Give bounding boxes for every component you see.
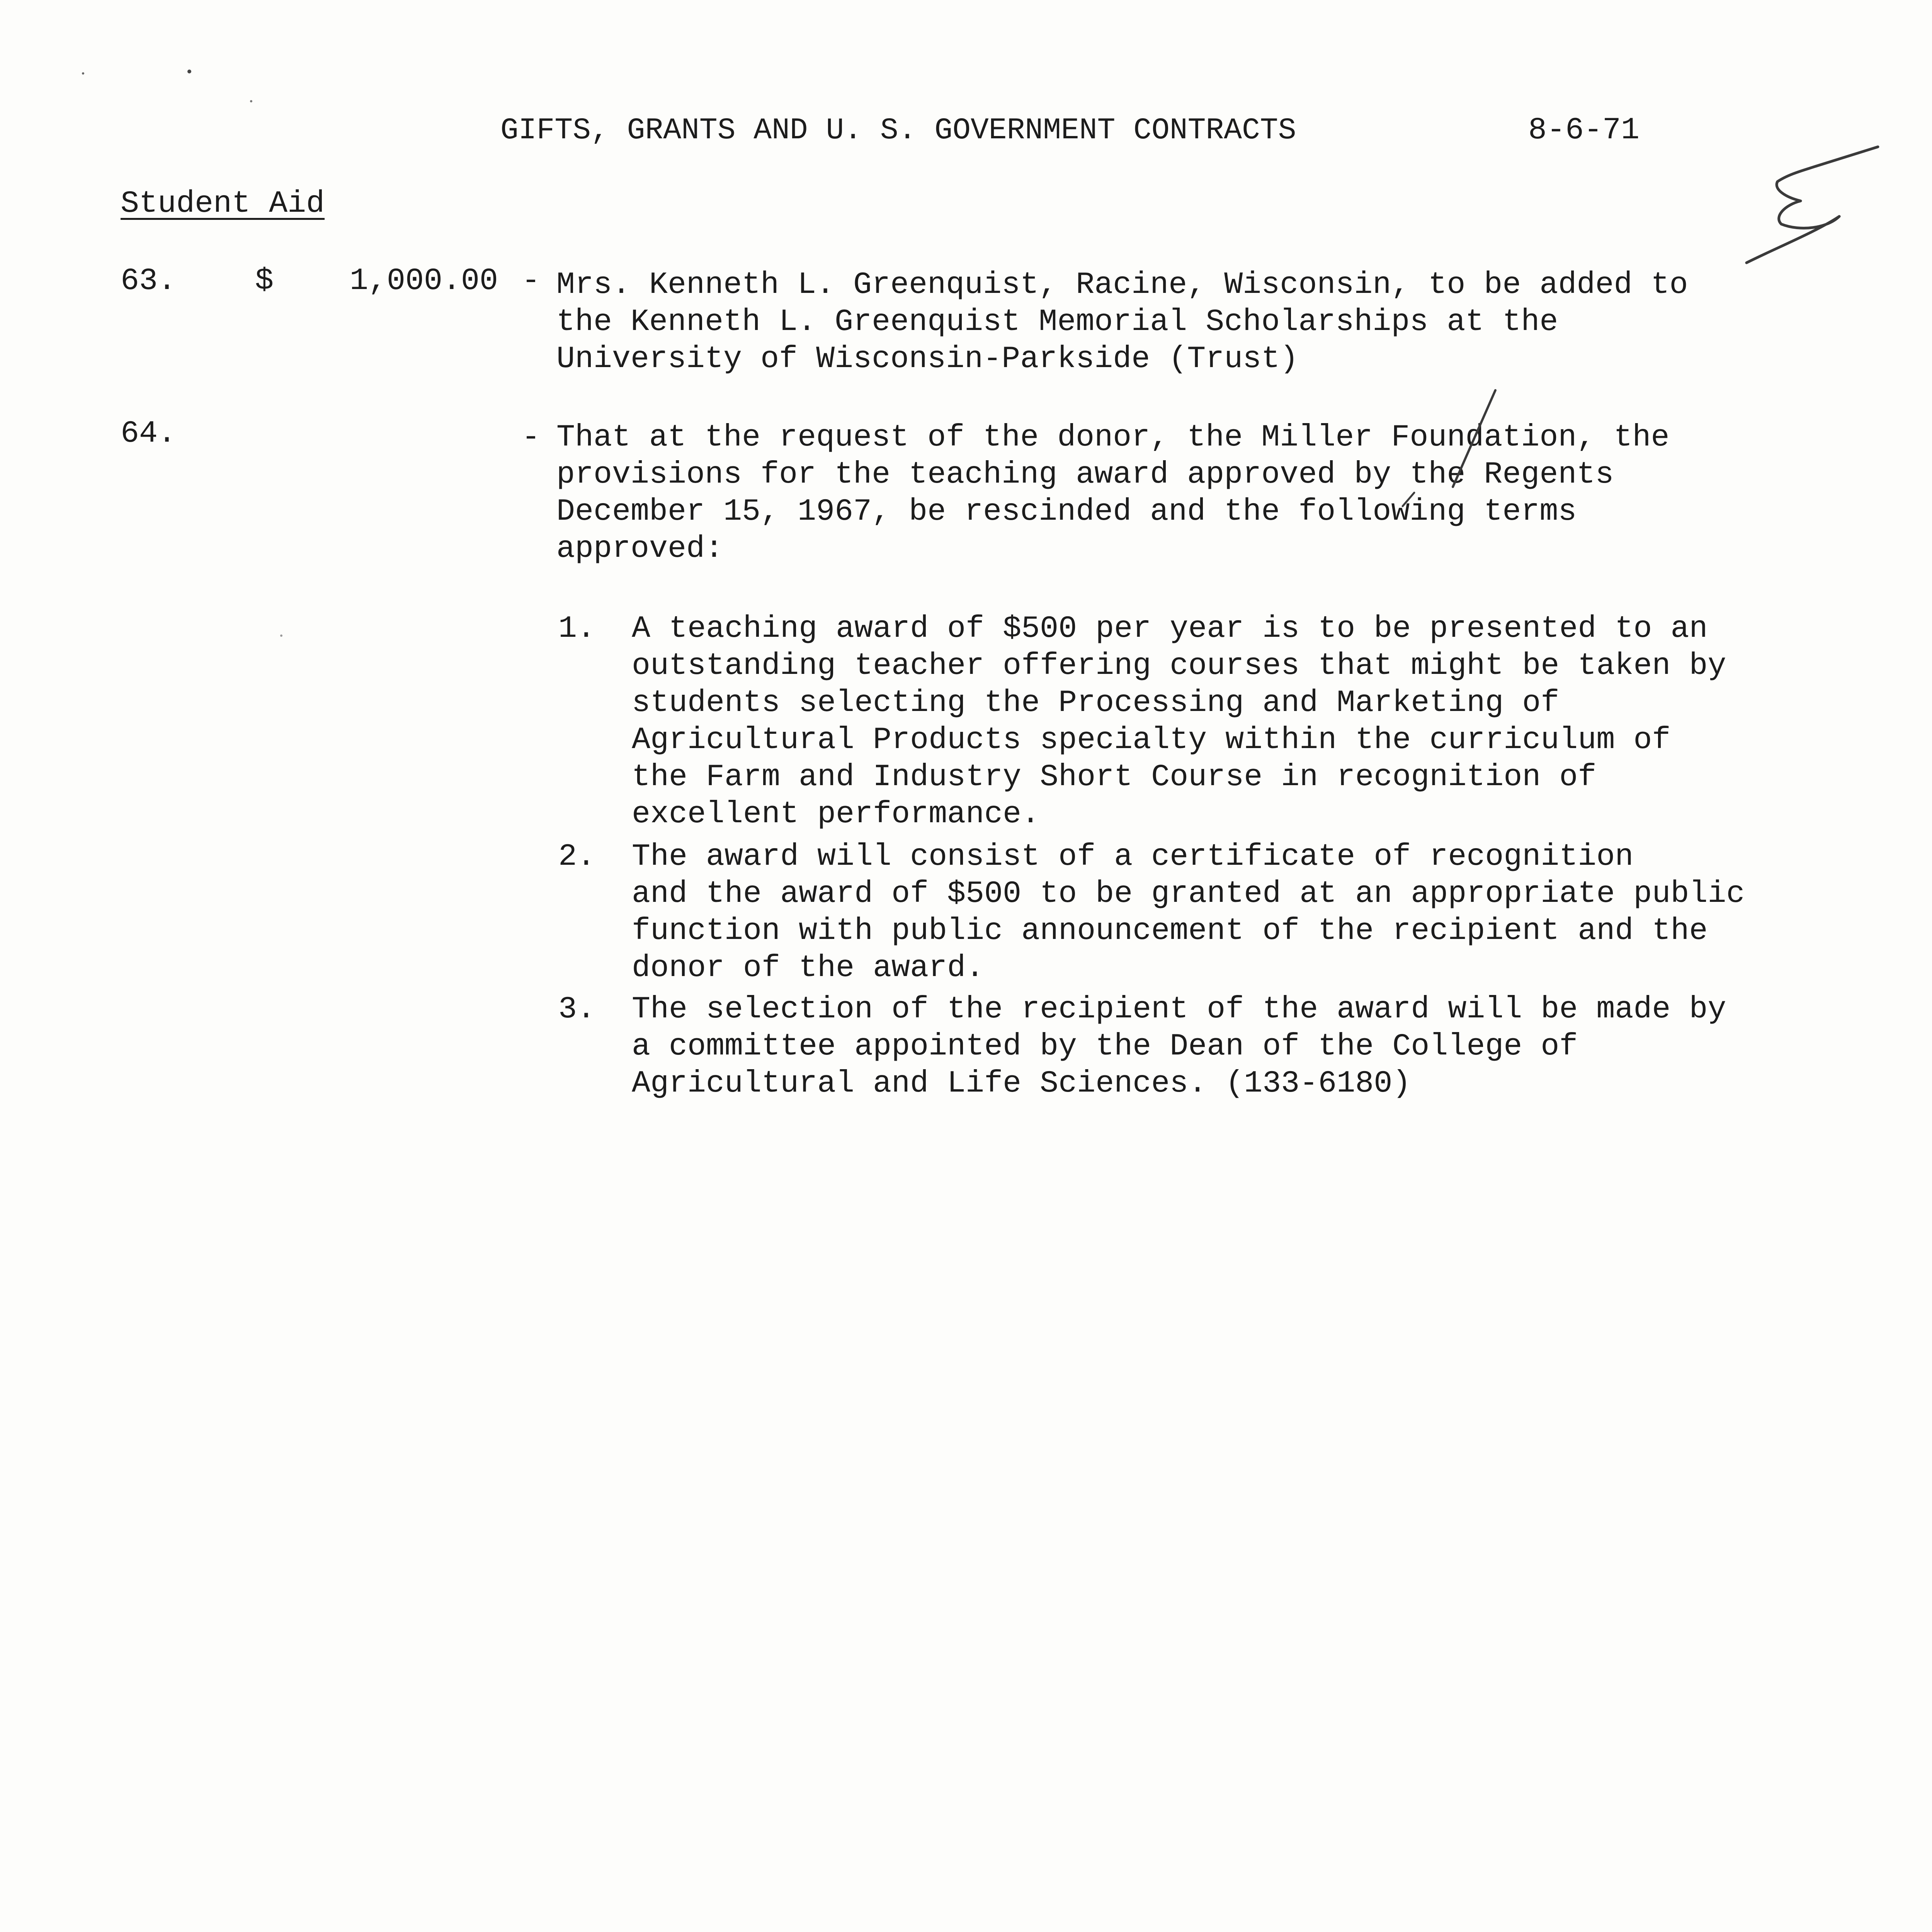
description-line: approved: — [556, 531, 724, 566]
term-line: Agricultural Products specialty within the curriculum of — [632, 723, 1671, 758]
item-dash: - — [522, 264, 541, 299]
term-number: 1. — [558, 611, 596, 646]
term-line: outstanding teacher offering courses that might be taken by — [632, 648, 1726, 684]
term-line: and the award of $500 to be granted at an appropriate public — [632, 876, 1745, 912]
scan-speck — [82, 72, 84, 75]
term-line: A teaching award of $500 per year is to be presented to an — [632, 611, 1708, 646]
term-line: the Farm and Industry Short Course in recognition of — [632, 760, 1597, 795]
description-line: Mrs. Kenneth L. Greenquist, Racine, Wisconsin, to be added to — [556, 267, 1688, 303]
term-text — [632, 838, 1745, 987]
term-line: donor of the award. — [632, 951, 985, 986]
item-description — [556, 267, 1688, 378]
description-line: December 15, 1967, be rescinded and the following terms — [556, 494, 1577, 529]
term-line: excellent performance. — [632, 797, 1040, 832]
term-line: students selecting the Processing and Marketing of — [632, 685, 1560, 721]
scan-speck — [250, 100, 252, 102]
description-line: University of Wisconsin-Parkside (Trust) — [556, 342, 1299, 377]
item-number: 63. — [121, 264, 177, 299]
item-number: 64. — [121, 416, 177, 451]
term-text — [632, 991, 1726, 1102]
currency-symbol: $ — [255, 264, 274, 299]
scan-speck — [187, 70, 191, 73]
term-line: The award will consist of a certificate of recognition — [632, 839, 1634, 874]
term-line: The selection of the recipient of the award will be made by — [632, 992, 1726, 1027]
checkmark-top-right — [1747, 147, 1878, 263]
description-line: provisions for the teaching award approved by the Regents — [556, 457, 1614, 492]
term-line: function with public announcement of the recipient and the — [632, 913, 1708, 949]
section-heading: Student Aid — [121, 186, 325, 221]
document-date: 8-6-71 — [1528, 113, 1640, 148]
term-line: a committee appointed by the Dean of the College of — [632, 1029, 1578, 1064]
term-number: 3. — [558, 992, 596, 1027]
term-text — [632, 611, 1726, 833]
document-title: GIFTS, GRANTS AND U. S. GOVERNMENT CONTRACTS — [500, 114, 1296, 148]
description-line: the Kenneth L. Greenquist Memorial Scholarships at the — [556, 304, 1558, 340]
scan-speck — [280, 634, 282, 637]
item-description — [556, 419, 1669, 568]
term-number: 2. — [558, 839, 596, 874]
gift-amount: 1,000.00 — [350, 264, 498, 299]
term-line: Agricultural and Life Sciences. (133-6180) — [632, 1066, 1411, 1101]
item-dash: - — [522, 420, 541, 455]
description-line: That at the request of the donor, the Miller Foundation, the — [556, 420, 1670, 455]
